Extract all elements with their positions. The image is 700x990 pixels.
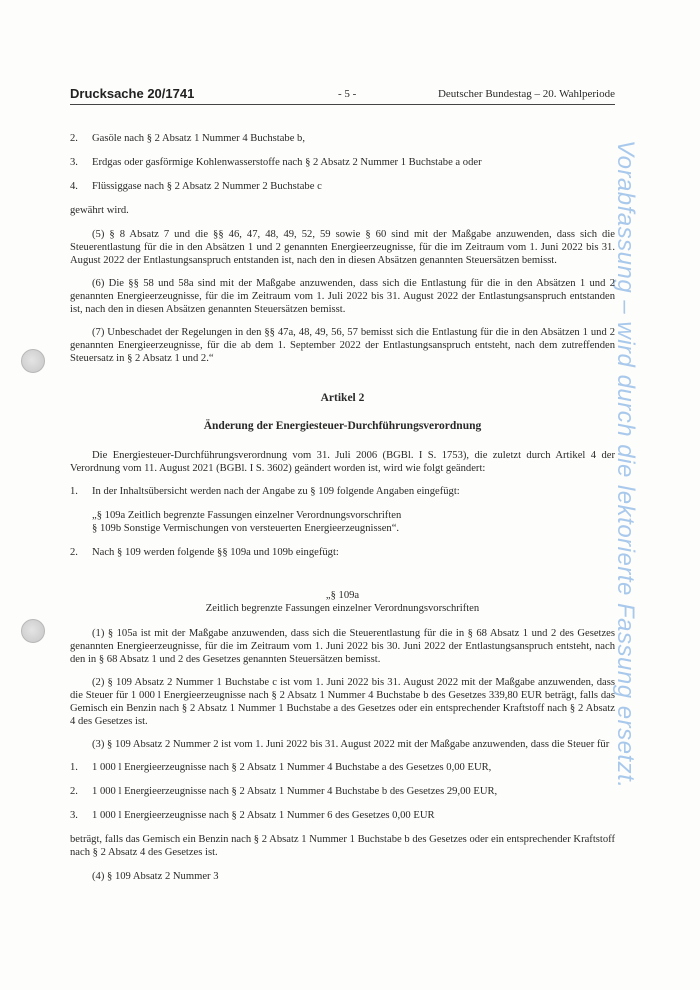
list-item: 2. Gasöle nach § 2 Absatz 1 Nummer 4 Buchstabe b,: [70, 133, 306, 144]
punch-hole: [21, 619, 45, 643]
document-body: [70, 132, 615, 893]
list-item: 2. Nach § 109 werden folgende §§ 109a und 109b eingefügt:: [70, 547, 339, 558]
section-paragraph-2: (2) § 109 Absatz 2 Nummer 1 Buchstabe c ist vom 1. Juni 2022 bis 31. August 2022 mit der Maßgabe anzuwenden, dass die Steuer für 1 000 l Energieerzeugnisse nach § 2 Absatz 1 Nummer 4 Buchstabe b des Gesetzes 339,80 EUR beträgt, falls das Gemisch ein Benzin nach § 2 Absatz 1 Nummer 1 Buchstabe a des Gesetzes oder ein entsprechender Kraftstoff nach § 2 Absatz 4 des Gesetzes ist.: [70, 677, 615, 727]
section-paragraph-4: (4) § 109 Absatz 2 Nummer 3: [92, 871, 219, 882]
paragraph-7: (7) Unbeschadet der Regelungen in den §§ 47a, 48, 49, 56, 57 bemisst sich die Entlastung für die in den Absätzen 1 und 2 genannten Energieerzeugnisse, für die ab dem 1. September 2022 der Entlastungsanspruch entsteht, nach dem zutreffenden Steuersatz in § 2 Absatz 1 und 2.“: [70, 327, 615, 364]
inserted-entry: „§ 109a Zeitlich begrenzte Fassungen einzelner Verordnungsvorschriften: [92, 510, 402, 521]
tax-list: [70, 761, 615, 822]
list-item: 2. 1 000 l Energieerzeugnisse nach § 2 Absatz 1 Nummer 4 Buchstabe b des Gesetzes 29,00 EUR,: [70, 786, 498, 797]
list-item: 1. In der Inhaltsübersicht werden nach der Angabe zu § 109 folgende Angaben eingefügt:: [70, 486, 460, 497]
page-number: - 5 -: [338, 88, 357, 100]
list-item: 1. 1 000 l Energieerzeugnisse nach § 2 Absatz 1 Nummer 4 Buchstabe a des Gesetzes 0,00 EUR,: [70, 762, 492, 773]
section-paragraph-3: (3) § 109 Absatz 2 Nummer 2 ist vom 1. Juni 2022 bis 31. August 2022 mit der Maßgabe anzuwenden, dass die Steuer für: [92, 739, 610, 750]
granted-text: gewährt wird.: [70, 205, 129, 216]
section-heading: „§ 109a: [325, 590, 360, 601]
article-title: Artikel 2: [320, 392, 365, 404]
draft-watermark: Vorabfassung – wird durch die lektorierte Fassung ersetzt.: [612, 140, 639, 789]
publisher: Deutscher Bundestag – 20. Wahlperiode: [437, 88, 615, 100]
list-item: 3. 1 000 l Energieerzeugnisse nach § 2 Absatz 1 Nummer 6 des Gesetzes 0,00 EUR: [70, 810, 435, 821]
list-item: 3. Erdgas oder gasförmige Kohlenwasserstoffe nach § 2 Absatz 2 Nummer 1 Buchstabe a oder: [70, 157, 482, 168]
section-title: Zeitlich begrenzte Fassungen einzelner Verordnungsvorschriften: [205, 603, 480, 614]
paragraph-6: (6) Die §§ 58 und 58a sind mit der Maßgabe anzuwenden, dass sich die Entlastung für die in den Absätzen 1 und 2 genannten Energieerzeugnisse, für die im Zeitraum vom 1. Juli 2022 bis 31. August 2022 der Entlastungsanspruch entstanden ist, nach den in diesen Absätzen genannten Steuersätzen bemisst.: [70, 278, 615, 315]
punch-hole: [21, 349, 45, 373]
section-paragraph-1: (1) § 105a ist mit der Maßgabe anzuwenden, dass sich die Steuerentlastung für die in § 68 Absatz 1 und 2 des Gesetzes genannten Energieerzeugnisse, für die im Zeitraum vom 1. Juni 2022 bis 30. Juni 2022 der Entlastungsanspruch entsteht, nach den in § 68 Absatz 1 und 2 des Gesetzes genannten Steuersätzen bemisst.: [70, 628, 615, 665]
paragraph-5: (5) § 8 Absatz 7 und die §§ 46, 47, 48, 49, 52, 59 sowie § 60 sind mit der Maßgabe anzuwenden, dass sich die Steuerentlastung für die in den Absätzen 1 und 2 genannten Energieerzeugnisse, für die im Zeitraum vom 1. Juni 2022 bis 31. August 2022 der Entlastungsanspruch entstanden ist, nach den in diesen Absätzen genannten Steuersätzen bemisst.: [70, 229, 615, 266]
inserted-entry: § 109b Sonstige Vermischungen von versteuerten Energieerzeugnissen“.: [92, 523, 400, 534]
section-paragraph-3-continued: beträgt, falls das Gemisch ein Benzin nach § 2 Absatz 1 Nummer 1 Buchstabe b des Gesetzes oder ein entsprechender Kraftstoff nach § 2 Absatz 4 des Gesetzes ist.: [70, 834, 615, 858]
inserted-entries: [70, 509, 615, 535]
page-header: [70, 86, 615, 105]
list-item: 4. Flüssiggase nach § 2 Absatz 2 Nummer 2 Buchstabe c: [70, 181, 322, 192]
document-number: Drucksache 20/1741: [70, 86, 195, 101]
article-subtitle: Änderung der Energiesteuer-Durchführungsverordnung: [203, 420, 482, 432]
fuel-list: [70, 132, 615, 193]
article-intro: Die Energiesteuer-Durchführungsverordnung vom 31. Juli 2006 (BGBl. I S. 1753), die zuletzt durch Artikel 4 der Verordnung vom 11. August 2021 (BGBl. I S. 3602) geändert worden ist, wird wie folgt geändert:: [70, 450, 615, 474]
